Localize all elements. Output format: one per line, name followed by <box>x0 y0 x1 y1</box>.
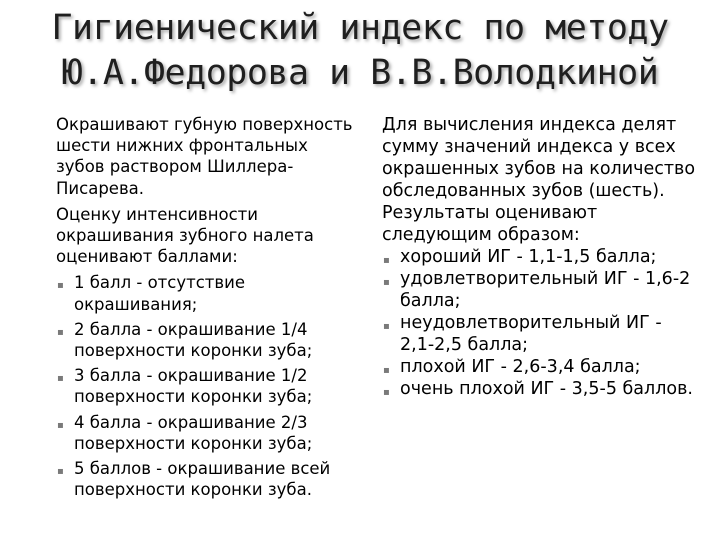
left-paragraph-2: Оценку интенсивности окрашивания зубного налета оценивают баллами: <box>56 204 314 267</box>
slide-title <box>0 6 720 96</box>
result-list <box>382 246 700 400</box>
list-item <box>56 412 356 454</box>
list-item-text: 2 балла - окрашивание 1/4 поверхности коронки зуба; <box>74 319 313 361</box>
square-bullet-icon: ▪ <box>383 365 390 376</box>
list-item-text: 1 балл - отсутствие окрашивания; <box>74 273 246 314</box>
list-item <box>382 356 700 378</box>
right-column <box>382 114 700 400</box>
list-item <box>56 319 356 361</box>
score-list <box>56 272 356 500</box>
list-item-text: 4 балла - окрашивание 2/3 поверхности коронки зуба; <box>74 412 313 453</box>
square-bullet-icon: ▪ <box>383 277 390 288</box>
list-item <box>56 458 356 500</box>
list-item-text: неудовлетворительный ИГ - 2,1-2,5 балла; <box>400 313 662 355</box>
title-line-1: Гигиенический индекс по методу <box>51 8 669 48</box>
square-bullet-icon: ▪ <box>383 321 390 332</box>
list-item-text: очень плохой ИГ - 3,5-5 баллов. <box>400 379 693 399</box>
square-bullet-icon: ▪ <box>57 373 64 385</box>
list-item-text: 5 баллов - окрашивание всей поверхности коронки зуба. <box>74 459 331 500</box>
square-bullet-icon: ▪ <box>57 466 64 478</box>
list-item-text: удовлетворительный ИГ - 1,6-2 балла; <box>400 269 691 311</box>
square-bullet-icon: ▪ <box>57 419 64 431</box>
square-bullet-icon: ▪ <box>383 255 390 266</box>
title-line-2: Ю.А.Федорова и В.В.Володкиной <box>61 53 659 93</box>
list-item <box>382 312 700 356</box>
square-bullet-icon: ▪ <box>57 326 64 338</box>
list-item-text: 3 балла - окрашивание 1/2 поверхности коронки зуба; <box>74 366 313 407</box>
list-item <box>382 268 700 312</box>
list-item <box>56 365 356 407</box>
right-paragraph-2: Результаты оценивают следующим образом: <box>382 203 598 245</box>
list-item-text: хороший ИГ - 1,1-1,5 балла; <box>400 247 657 267</box>
list-item <box>56 272 356 314</box>
left-column <box>56 114 356 504</box>
left-paragraph-1: Окрашивают губную поверхность шести нижних фронтальных зубов раствором Шиллера-Писарева. <box>56 115 353 198</box>
square-bullet-icon: ▪ <box>57 280 64 292</box>
list-item-text: плохой ИГ - 2,6-3,4 балла; <box>400 357 641 377</box>
list-item <box>382 378 700 400</box>
right-paragraph-1: Для вычисления индекса делят сумму значений индекса у всех окрашенных зубов на количество обследованных зубов (шесть). <box>382 115 696 201</box>
square-bullet-icon: ▪ <box>383 387 390 398</box>
list-item <box>382 246 700 268</box>
